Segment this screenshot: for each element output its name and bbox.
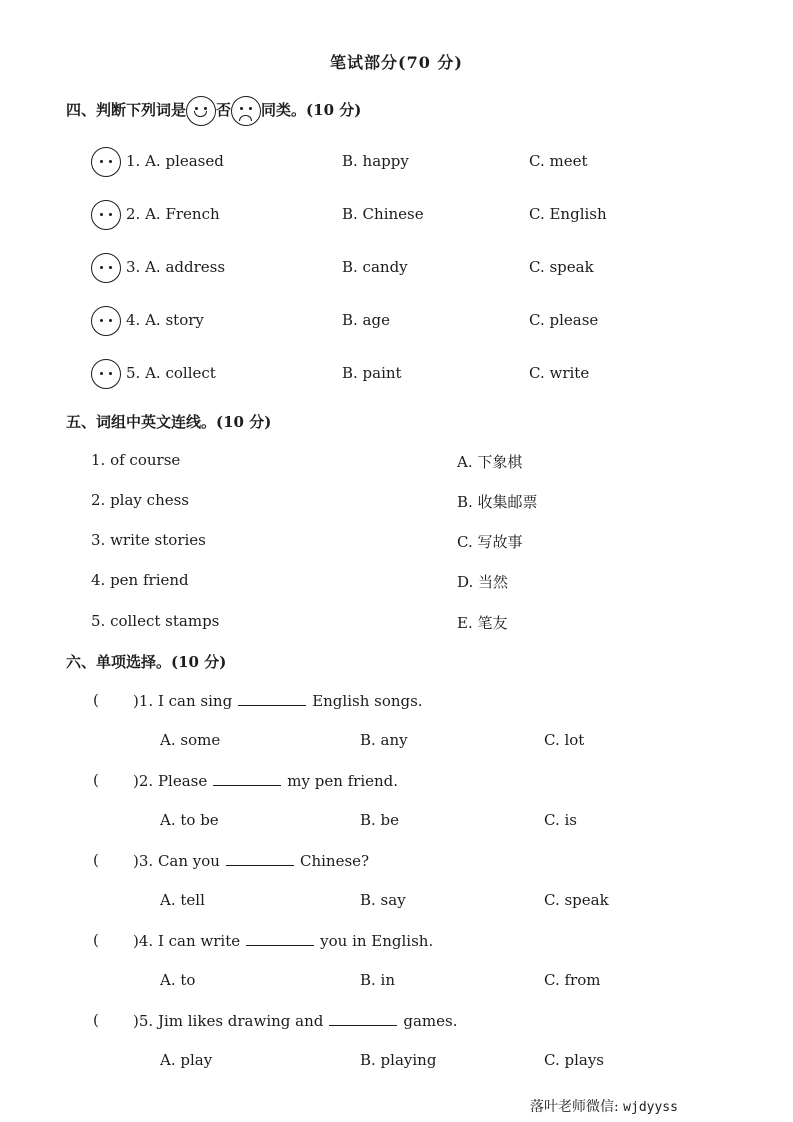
s5-right-item[interactable]: E. 笔友 bbox=[457, 614, 508, 632]
option-c: C. lot bbox=[544, 731, 585, 749]
section4-suffix: 同类。(10 分) bbox=[261, 101, 362, 119]
option-c: C. speak bbox=[544, 891, 609, 909]
footer-contact bbox=[530, 1096, 678, 1116]
option-a: A. some bbox=[160, 731, 221, 749]
answer-blank[interactable] bbox=[213, 771, 281, 786]
s5-left-item[interactable]: 1. of course bbox=[91, 451, 181, 469]
option-a: A. tell bbox=[160, 891, 205, 909]
answer-face-icon[interactable] bbox=[91, 200, 121, 230]
section5-heading: 五、词组中英文连线。(10 分) bbox=[66, 413, 272, 431]
s4-item-c: C. English bbox=[529, 205, 607, 223]
question-text: )1. I can sing English songs. bbox=[133, 692, 423, 710]
s4-item-a: 3. A. address bbox=[126, 258, 226, 276]
s4-item-b: B. happy bbox=[342, 152, 409, 170]
answer-paren[interactable]: ( bbox=[93, 851, 99, 869]
answer-blank[interactable] bbox=[226, 851, 294, 866]
footer-label: 落叶老师微信: bbox=[530, 1099, 619, 1115]
option-c: C. is bbox=[544, 811, 577, 829]
s4-item-a: 2. A. French bbox=[126, 205, 220, 223]
smiley-face-icon bbox=[186, 96, 216, 126]
s4-item-a: 1. A. pleased bbox=[126, 152, 224, 170]
s4-item-b: B. paint bbox=[342, 364, 402, 382]
section4-mid: 否 bbox=[216, 101, 232, 119]
s4-item-b: B. Chinese bbox=[342, 205, 424, 223]
answer-blank[interactable] bbox=[238, 691, 306, 706]
s4-item-b: B. age bbox=[342, 311, 390, 329]
answer-blank[interactable] bbox=[246, 931, 314, 946]
answer-face-icon[interactable] bbox=[91, 359, 121, 389]
question-text: )5. Jim likes drawing and games. bbox=[133, 1012, 458, 1030]
option-b: B. be bbox=[360, 811, 400, 829]
section4-heading bbox=[66, 96, 361, 126]
answer-face-icon[interactable] bbox=[91, 306, 121, 336]
page-title: 笔试部分(70 分) bbox=[330, 53, 463, 72]
option-b: B. in bbox=[360, 971, 396, 989]
s5-left-item[interactable]: 3. write stories bbox=[91, 531, 206, 549]
question-text: )2. Please my pen friend. bbox=[133, 772, 399, 790]
s5-right-item[interactable]: A. 下象棋 bbox=[457, 453, 523, 471]
option-b: B. say bbox=[360, 891, 406, 909]
s4-item-c: C. meet bbox=[529, 152, 588, 170]
s4-item-b: B. candy bbox=[342, 258, 408, 276]
section4-prefix: 四、判断下列词是 bbox=[66, 101, 187, 119]
answer-paren[interactable]: ( bbox=[93, 931, 99, 949]
answer-face-icon[interactable] bbox=[91, 147, 121, 177]
sad-face-icon bbox=[231, 96, 261, 126]
question-text: )4. I can write you in English. bbox=[133, 932, 434, 950]
s4-item-c: C. speak bbox=[529, 258, 594, 276]
s5-right-item[interactable]: C. 写故事 bbox=[457, 533, 523, 551]
answer-paren[interactable]: ( bbox=[93, 1011, 99, 1029]
option-c: C. from bbox=[544, 971, 601, 989]
answer-paren[interactable]: ( bbox=[93, 691, 99, 709]
s5-left-item[interactable]: 5. collect stamps bbox=[91, 612, 220, 630]
s4-item-a: 4. A. story bbox=[126, 311, 204, 329]
s4-item-c: C. write bbox=[529, 364, 590, 382]
answer-blank[interactable] bbox=[329, 1011, 397, 1026]
s4-item-a: 5. A. collect bbox=[126, 364, 216, 382]
option-a: A. play bbox=[160, 1051, 213, 1069]
answer-face-icon[interactable] bbox=[91, 253, 121, 283]
answer-paren[interactable]: ( bbox=[93, 771, 99, 789]
s4-item-c: C. please bbox=[529, 311, 599, 329]
option-b: B. playing bbox=[360, 1051, 437, 1069]
footer-wechat: wjdyyss bbox=[623, 1100, 678, 1115]
option-a: A. to be bbox=[160, 811, 219, 829]
s5-right-item[interactable]: B. 收集邮票 bbox=[457, 493, 538, 511]
option-b: B. any bbox=[360, 731, 408, 749]
option-a: A. to bbox=[160, 971, 196, 989]
s5-right-item[interactable]: D. 当然 bbox=[457, 573, 509, 591]
section6-heading: 六、单项选择。(10 分) bbox=[66, 653, 227, 671]
option-c: C. plays bbox=[544, 1051, 604, 1069]
s5-left-item[interactable]: 4. pen friend bbox=[91, 571, 189, 589]
question-text: )3. Can you Chinese? bbox=[133, 852, 370, 870]
s5-left-item[interactable]: 2. play chess bbox=[91, 491, 189, 509]
